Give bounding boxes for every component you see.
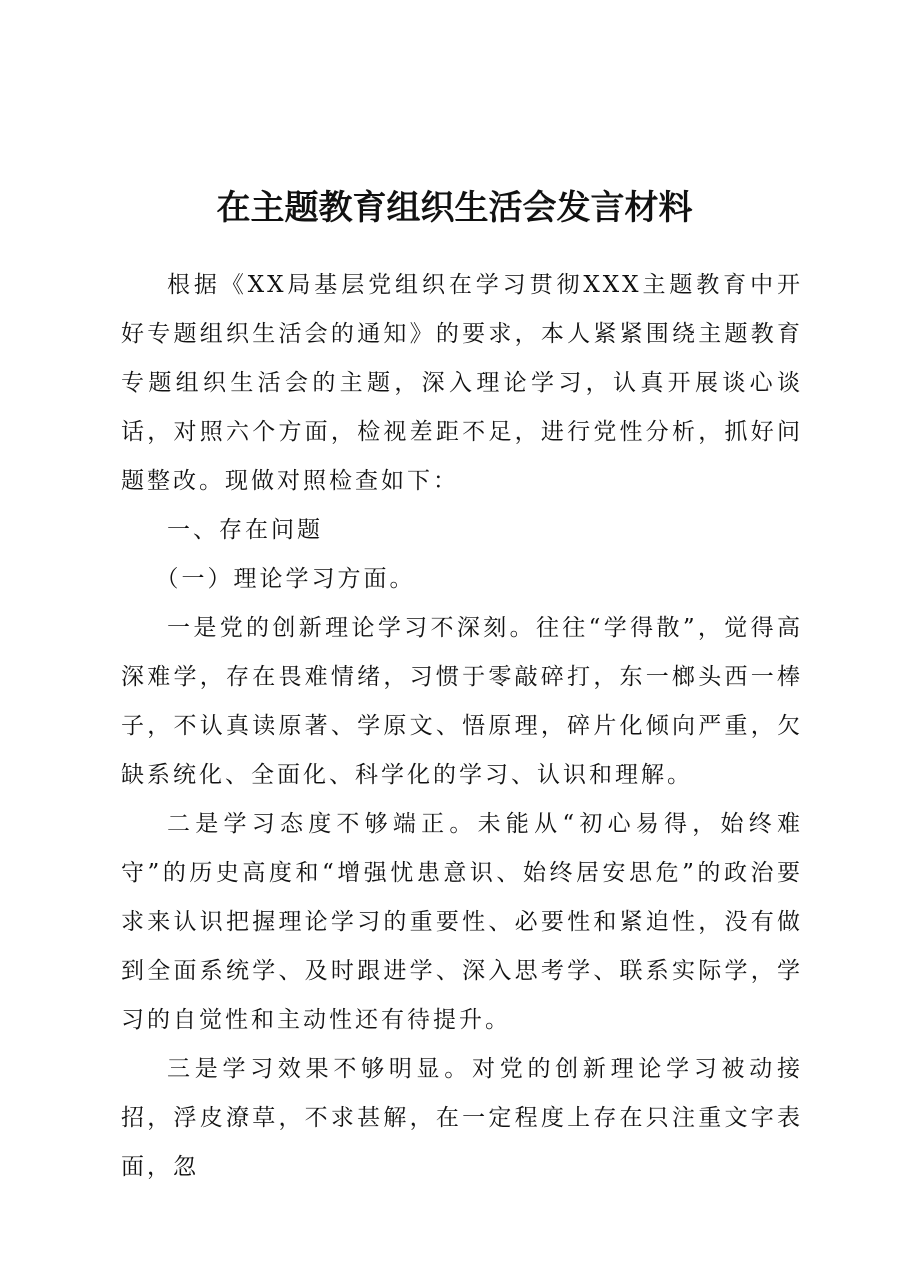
section-heading: 一、存在问题 <box>167 517 323 543</box>
subsection-heading: （一）理论学习方面。 <box>155 566 416 592</box>
point-three-paragraph: 三是学习效果不够明显。对党的创新理论学习被动接招，浮皮潦草，不求甚解，在一定程度上存在只注重文字表面，忽 <box>121 1056 803 1180</box>
document-title: 在主题教育组织生活会发言材料 <box>216 188 693 228</box>
document-body <box>121 261 803 1192</box>
intro-paragraph: 根据《XX局基层党组织在学习贯彻XXX主题教育中开好专题组织生活会的通知》的要求，本人紧紧围绕主题教育专题组织生活会的主题，深入理论学习，认真开展谈心谈话，对照六个方面，检视差距不足，进行党性分析，抓好问题整改。现做对照检查如下： <box>121 272 803 494</box>
point-one-paragraph: 一是党的创新理论学习不深刻。往往“学得散”，觉得高深难学，存在畏难情绪，习惯于零敲碎打，东一榔头西一棒子，不认真读原著、学原文、悟原理，碎片化倾向严重，欠缺系统化、全面化、科学化的学习、认识和理解。 <box>121 615 803 788</box>
point-two-paragraph: 二是学习态度不够端正。未能从“初心易得，始终难守”的历史高度和“增强忧患意识、始终居安思危”的政治要求来认识把握理论学习的重要性、必要性和紧迫性，没有做到全面系统学、及时跟进学、深入思考学、联系实际学，学习的自觉性和主动性还有待提升。 <box>121 811 803 1033</box>
